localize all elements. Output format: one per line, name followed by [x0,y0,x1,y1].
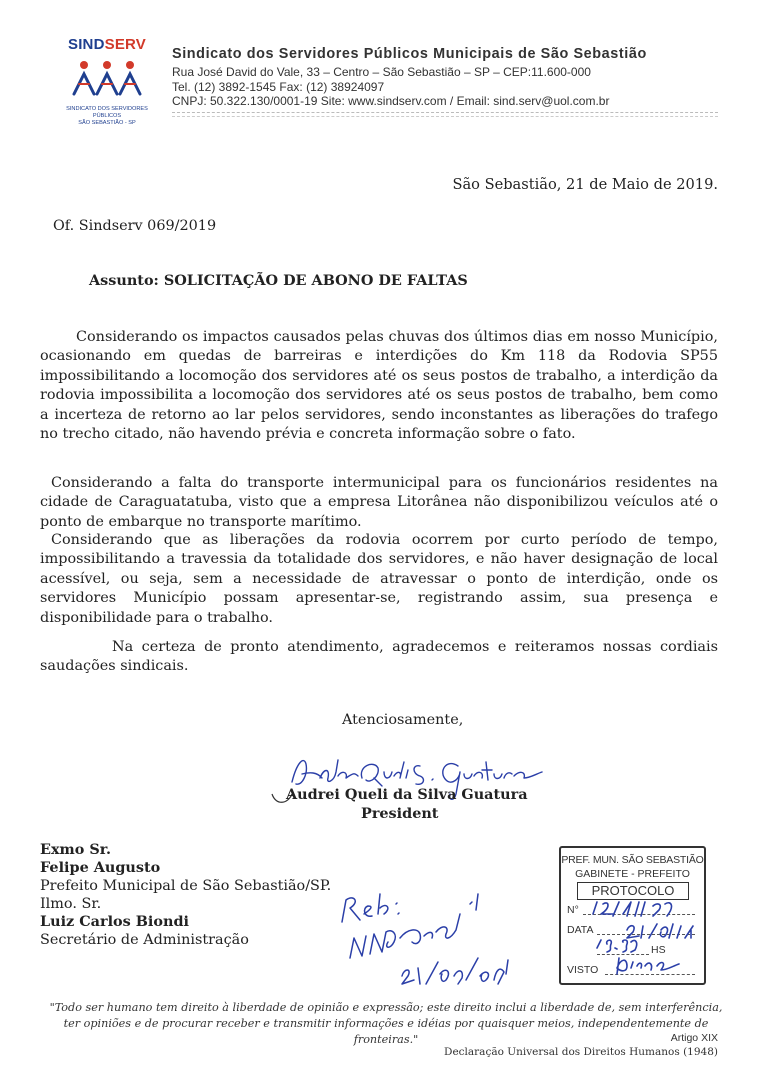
logo-caption: SINDICATO DOS SERVIDORES PÚBLICOS SÃO SEBASTIÃO - SP [66,106,148,126]
header-divider-secondary [172,116,718,117]
paragraph-3: Considerando que as liberações da rodovia ocorrem por curto período de tempo, impossibilitando a travessia da totalidade dos servidores, e não haver designação de local acessível, ou seja, sem a necessidade de atravessar o ponto de interdição, onde os servidores Município possam apresentar-se, registrando assim, sua presença e disponibilidade para o trabalho. [40,532,718,626]
handwritten-receipt-note [336,880,516,990]
letter-date: São Sebastião, 21 de Maio de 2019. [452,176,718,193]
paragraph-2: Considerando a falta do transporte intermunicipal para os funcionários residentes na cidade de Caraguatatuba, visto que a empresa Litorânea não disponibilizou veículos até o ponto de embarque no transporte marítimo. [40,475,718,530]
stamp-title: PROTOCOLO [577,882,689,900]
footer-declaration: Declaração Universal dos Direitos Humanos (1948) [444,1046,718,1058]
recipient-salutation-1: Exmo Sr. [40,841,112,858]
closing: Atenciosamente, [342,712,464,728]
signatory-role: President [361,805,439,822]
sindserv-logo [58,36,156,132]
stamp-handwriting [561,848,704,983]
stamp-date-label: DATA [567,924,594,936]
stamp-number-label: N° [567,904,579,916]
footer-quote: "Todo ser humano tem direito à liberdade de opinião e expressão; este direito inclui a liberdade de, sem interferência, ter opiniões e de procurar receber e transmitir informações e idéias por quaisquer meios, independentemente de fronteiras." [49,1001,723,1046]
recipient-name-2: Luiz Carlos Biondi [40,913,189,930]
logo-wordmark: SINDSERV [67,36,147,53]
organization-name: Sindicato dos Servidores Públicos Municipais de São Sebastião [172,46,647,62]
recipient-title-1: Prefeito Municipal de São Sebastião/SP. [40,878,332,894]
letter-reference: Of. Sindserv 069/2019 [53,218,217,234]
organization-address: Rua José David do Vale, 33 – Centro – São Sebastião – SP – CEP:11.600-000 [172,65,591,79]
stamp-time-label: HS [651,944,666,956]
recipient-salutation-2: Ilmo. Sr. [40,896,102,912]
people-icon [64,56,150,98]
recipient-name-1: Felipe Augusto [40,859,161,876]
header-divider [172,112,718,113]
protocol-stamp [559,846,706,985]
signatory-name: Audrei Queli da Silva Guatura [286,786,528,803]
footer-article: Artigo XIX [670,1032,718,1044]
stamp-municipality: PREF. MUN. SÃO SEBASTIÃO [561,854,704,866]
stamp-office: GABINETE - PREFEITO [575,868,690,880]
letter-subject: Assunto: SOLICITAÇÃO DE ABONO DE FALTAS [89,272,468,289]
organization-contact: CNPJ: 50.322.130/0001-19 Site: www.sindserv.com / Email: sind.serv@uol.com.br [172,94,610,108]
paragraph-4: Na certeza de pronto atendimento, agradecemos e reiteramos nossas cordiais saudações sindicais. [40,639,718,675]
organization-phones: Tel. (12) 3892-1545 Fax: (12) 38924097 [172,80,385,94]
stamp-visto-label: VISTO [567,964,599,976]
paragraph-1: Considerando os impactos causados pelas chuvas dos últimos dias em nosso Município, ocasionando em quedas de barreiras e interdições do Km 118 da Rodovia SP55 impossibilitando a locomoção dos servidores até os seus postos de trabalho, a interdição da rodovia impossibilita a locomoção dos servidores até os seus postos de trabalho, bem como a incerteza de retorno ao lar pelos servidores, sendo inconstantes as liberações do trafego no trecho citado, não havendo prévia e concreta informação sobre o fato. [40,329,718,443]
recipient-title-2: Secretário de Administração [40,932,249,948]
